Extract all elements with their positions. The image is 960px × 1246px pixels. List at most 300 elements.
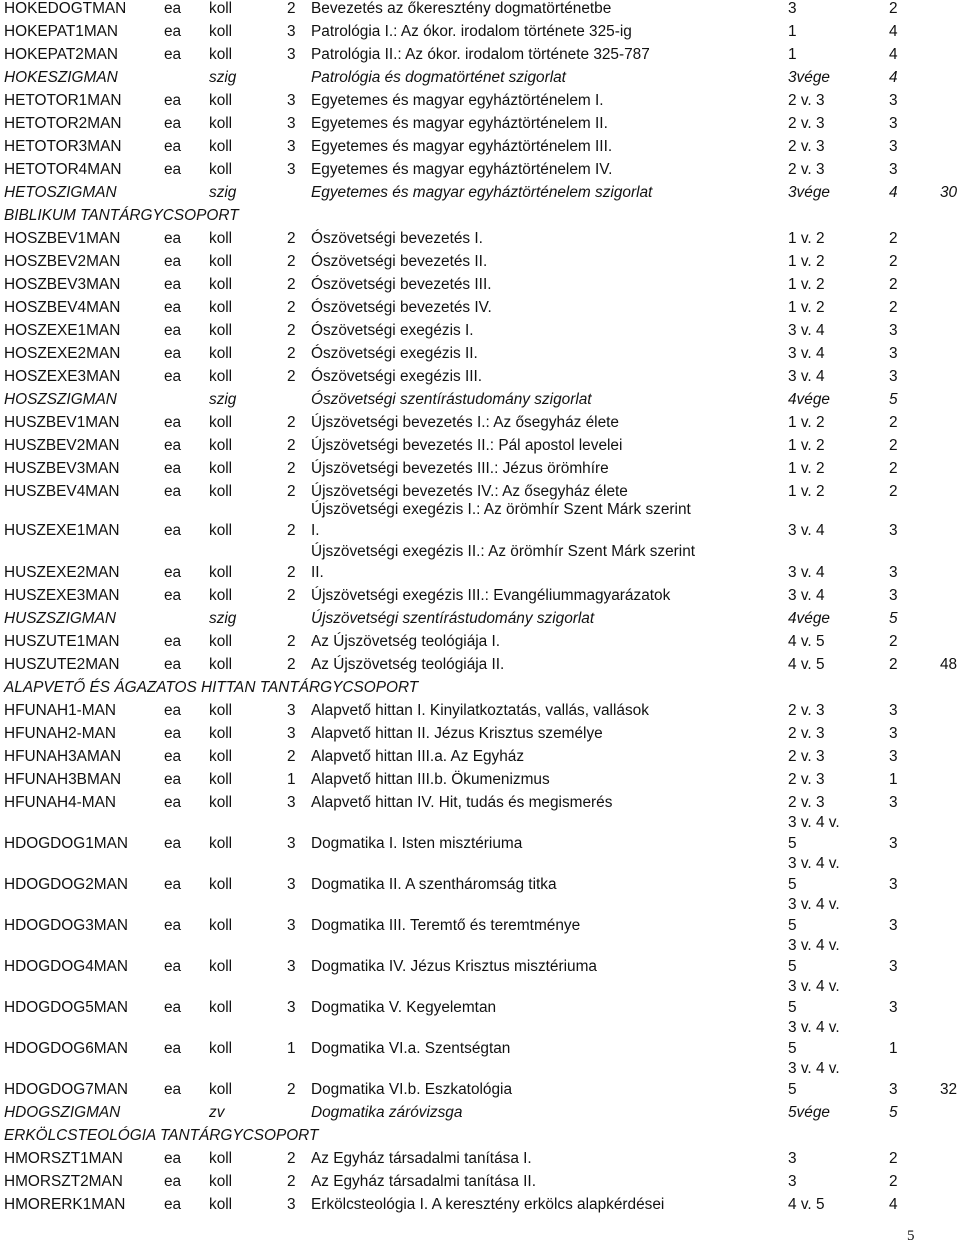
credits: 5 [889,610,898,627]
course-title: Az Egyház társadalmi tanítása II. [311,1173,536,1190]
course-code: HFUNAH3BMAN [4,771,122,788]
weekly-hours: 2 [287,368,296,385]
credits: 2 [889,414,898,431]
course-title: Dogmatika V. Kegyelemtan [311,999,497,1016]
semester: 1 v. 2 [788,230,825,247]
assessment-type: koll [209,633,233,650]
credits: 4 [889,69,898,86]
weekly-hours: 3 [287,161,296,178]
semester: 3 [788,0,797,17]
course-code: HDOGSZIGMAN [4,1104,121,1121]
assessment-type: szig [209,391,237,408]
credits: 3 [889,917,898,934]
semester: 2 v. 3 [788,771,825,788]
course-type: ea [164,437,182,454]
course-code: HETOTOR3MAN [4,138,122,155]
weekly-hours: 3 [287,725,296,742]
credits: 2 [889,656,898,673]
credits: 3 [889,835,898,852]
semester: 3 v. 4 [788,345,825,362]
assessment-type: koll [209,138,233,155]
course-title: Újszövetségi bevezetés II.: Pál apostol levelei [311,437,623,454]
assessment-type: koll [209,322,233,339]
course-title-cont: I. [311,522,320,539]
course-type: ea [164,253,182,270]
credits: 3 [889,794,898,811]
section-title: BIBLIKUM TANTÁRGYCSOPORT [4,207,239,224]
course-title: Dogmatika III. Teremtő és teremtménye [311,917,581,934]
course-title: Ószövetségi exegézis II. [311,345,478,362]
credits: 3 [889,92,898,109]
course-code: HFUNAH3AMAN [4,748,122,765]
semester: 2 v. 3 [788,748,825,765]
semester: 4 v. 5 [788,1196,825,1213]
weekly-hours: 2 [287,633,296,650]
assessment-type: koll [209,414,233,431]
course-code: HUSZEXE2MAN [4,564,120,581]
semester: 1 [788,23,797,40]
course-title: Újszövetségi bevezetés I.: Az ősegyház élete [311,414,619,431]
credits: 2 [889,1150,898,1167]
credits: 5 [889,391,898,408]
semester: 3 v. 4 [788,564,825,581]
weekly-hours: 3 [287,138,296,155]
course-code: HOSZBEV1MAN [4,230,121,247]
weekly-hours: 1 [287,771,296,788]
assessment-type: koll [209,253,233,270]
weekly-hours: 3 [287,23,296,40]
assessment-type: koll [209,587,233,604]
course-type: ea [164,876,182,893]
weekly-hours: 2 [287,483,296,500]
course-code: HUSZSZIGMAN [4,610,117,627]
course-title: Dogmatika VI.a. Szentségtan [311,1040,511,1057]
course-title: Alapvető hittan III.b. Ökumenizmus [311,771,550,788]
course-code: HOSZEXE2MAN [4,345,121,362]
credits: 3 [889,999,898,1016]
section-title: ALAPVETŐ ÉS ÁGAZATOS HITTAN TANTÁRGYCSOPORT [4,679,419,696]
course-title-cont: II. [311,564,324,581]
semester: 1 [788,46,797,63]
course-type: ea [164,276,182,293]
course-type: ea [164,230,182,247]
semester: 2 v. 3 [788,115,825,132]
course-code: HDOGDOG2MAN [4,876,128,893]
course-title: Alapvető hittan I. Kinyilatkoztatás, vallás, vallások [311,702,649,719]
semester: 3 [788,1173,797,1190]
course-title: Patrológia II.: Az ókor. irodalom története 325-787 [311,46,650,63]
semester: 3 v. 4 [788,322,825,339]
course-type: ea [164,564,182,581]
course-code: HETOTOR2MAN [4,115,122,132]
assessment-type: koll [209,460,233,477]
course-code: HFUNAH2-MAN [4,725,117,742]
semester: 4vége [788,610,830,627]
course-code: HFUNAH4-MAN [4,794,117,811]
weekly-hours: 2 [287,276,296,293]
assessment-type: koll [209,917,233,934]
course-code: HMORSZT2MAN [4,1173,123,1190]
course-code: HOSZEXE3MAN [4,368,121,385]
course-code: HOKESZIGMAN [4,69,118,86]
semester: 3 v. 4 v. [788,978,840,995]
assessment-type: koll [209,437,233,454]
course-title: Erkölcsteológia I. A keresztény erkölcs alapkérdései [311,1196,665,1213]
credits: 3 [889,368,898,385]
semester: 4 v. 5 [788,656,825,673]
credits: 2 [889,276,898,293]
course-code: HDOGDOG3MAN [4,917,128,934]
credits: 3 [889,322,898,339]
course-type: ea [164,794,182,811]
weekly-hours: 2 [287,587,296,604]
assessment-type: koll [209,725,233,742]
weekly-hours: 3 [287,115,296,132]
course-title: Újszövetségi szentírástudomány szigorlat [311,610,595,627]
course-code: HETOTOR4MAN [4,161,122,178]
course-code: HDOGDOG7MAN [4,1081,128,1098]
semester: 3 v. 4 v. [788,896,840,913]
course-type: ea [164,587,182,604]
weekly-hours: 2 [287,437,296,454]
credits: 2 [889,299,898,316]
course-type: ea [164,1040,182,1057]
assessment-type: koll [209,1173,233,1190]
course-code: HDOGDOG5MAN [4,999,128,1016]
course-type: ea [164,138,182,155]
course-code: HUSZEXE3MAN [4,587,120,604]
course-title: Az Egyház társadalmi tanítása I. [311,1150,532,1167]
credits: 3 [889,1081,898,1098]
course-title: Alapvető hittan IV. Hit, tudás és megismerés [311,794,613,811]
semester: 1 v. 2 [788,483,825,500]
course-type: ea [164,0,182,17]
assessment-type: koll [209,1150,233,1167]
semester: 2 v. 3 [788,161,825,178]
semester: 3vége [788,184,830,201]
course-title: Dogmatika záróvizsga [311,1104,463,1121]
credits: 3 [889,564,898,581]
course-title: Ószövetségi bevezetés III. [311,276,492,293]
group-total: 48 [940,656,958,673]
course-title: Újszövetségi bevezetés III.: Jézus örömhíre [311,460,609,477]
weekly-hours: 2 [287,522,296,539]
weekly-hours: 1 [287,1040,296,1057]
course-type: ea [164,522,182,539]
assessment-type: koll [209,656,233,673]
semester: 1 v. 2 [788,276,825,293]
course-type: ea [164,748,182,765]
semester: 3 v. 4 [788,368,825,385]
course-type: ea [164,299,182,316]
course-type: ea [164,835,182,852]
assessment-type: koll [209,1081,233,1098]
semester: 1 v. 2 [788,414,825,431]
course-title: Újszövetségi exegézis III.: Evangéliummagyarázatok [311,587,671,604]
course-code: HOSZEXE1MAN [4,322,121,339]
course-code: HUSZBEV1MAN [4,414,120,431]
course-code: HMORSZT1MAN [4,1150,123,1167]
course-title: Egyetemes és magyar egyháztörténelem I. [311,92,604,109]
semester: 2 v. 3 [788,138,825,155]
assessment-type: koll [209,835,233,852]
course-title: Patrológia és dogmatörténet szigorlat [311,69,566,86]
course-code: HUSZBEV3MAN [4,460,120,477]
assessment-type: koll [209,345,233,362]
weekly-hours: 3 [287,1196,296,1213]
course-code: HOSZSZIGMAN [4,391,117,408]
assessment-type: koll [209,299,233,316]
course-type: ea [164,656,182,673]
weekly-hours: 2 [287,0,296,17]
course-title: Patrológia I.: Az ókor. irodalom története 325-ig [311,23,632,40]
course-title: Ószövetségi bevezetés IV. [311,299,492,316]
group-total: 32 [940,1081,958,1098]
course-title: Az Újszövetség teológiája II. [311,656,505,673]
course-title: Újszövetségi exegézis I.: Az örömhír Szent Márk szerint [311,501,691,518]
weekly-hours: 2 [287,299,296,316]
course-title: Ószövetségi exegézis III. [311,368,483,385]
semester-cont: 5 [788,917,797,934]
credits: 2 [889,460,898,477]
course-title: Dogmatika IV. Jézus Krisztus misztériuma [311,958,597,975]
weekly-hours: 3 [287,794,296,811]
credits: 2 [889,0,898,17]
weekly-hours: 2 [287,460,296,477]
weekly-hours: 2 [287,322,296,339]
semester-cont: 5 [788,1081,797,1098]
course-code: HUSZUTE1MAN [4,633,120,650]
course-type: ea [164,483,182,500]
credits: 3 [889,748,898,765]
course-code: HUSZBEV2MAN [4,437,120,454]
weekly-hours: 2 [287,1150,296,1167]
weekly-hours: 3 [287,702,296,719]
semester: 2 v. 3 [788,725,825,742]
semester: 3 v. 4 [788,587,825,604]
assessment-type: szig [209,69,237,86]
course-type: ea [164,414,182,431]
credits: 2 [889,633,898,650]
semester: 2 v. 3 [788,92,825,109]
course-type: ea [164,771,182,788]
credits: 3 [889,138,898,155]
course-title: Egyetemes és magyar egyháztörténelem III. [311,138,613,155]
section-title: ERKÖLCSTEOLÓGIA TANTÁRGYCSOPORT [4,1127,319,1144]
credits: 3 [889,725,898,742]
course-type: ea [164,322,182,339]
weekly-hours: 2 [287,1081,296,1098]
assessment-type: koll [209,522,233,539]
course-type: ea [164,1173,182,1190]
semester: 1 v. 2 [788,460,825,477]
weekly-hours: 2 [287,253,296,270]
semester-cont: 5 [788,876,797,893]
course-title: Egyetemes és magyar egyháztörténelem szigorlat [311,184,653,201]
assessment-type: koll [209,999,233,1016]
semester: 2 v. 3 [788,702,825,719]
course-title: Bevezetés az őkeresztény dogmatörténetbe [311,0,612,17]
course-type: ea [164,702,182,719]
assessment-type: koll [209,161,233,178]
weekly-hours: 3 [287,46,296,63]
course-title: Alapvető hittan II. Jézus Krisztus személye [311,725,603,742]
assessment-type: koll [209,23,233,40]
course-code: HOSZBEV3MAN [4,276,121,293]
weekly-hours: 2 [287,1173,296,1190]
weekly-hours: 2 [287,748,296,765]
course-title: Ószövetségi exegézis I. [311,322,474,339]
credits: 3 [889,876,898,893]
course-type: ea [164,46,182,63]
page-number: 5 [907,1228,915,1244]
credits: 5 [889,1104,898,1121]
assessment-type: szig [209,184,237,201]
assessment-type: koll [209,0,233,17]
course-type: ea [164,161,182,178]
credits: 3 [889,587,898,604]
course-code: HOKEDOGTMAN [4,0,127,17]
course-code: HOKEPAT1MAN [4,23,119,40]
weekly-hours: 3 [287,999,296,1016]
credits: 2 [889,230,898,247]
course-type: ea [164,999,182,1016]
assessment-type: szig [209,610,237,627]
course-title: Az Újszövetség teológiája I. [311,633,501,650]
course-type: ea [164,345,182,362]
course-type: ea [164,23,182,40]
semester: 3vége [788,69,830,86]
credits: 3 [889,115,898,132]
weekly-hours: 2 [287,230,296,247]
credits: 2 [889,1173,898,1190]
course-code: HETOSZIGMAN [4,184,117,201]
course-type: ea [164,958,182,975]
semester: 1 v. 2 [788,437,825,454]
assessment-type: koll [209,876,233,893]
course-title: Ószövetségi bevezetés I. [311,230,483,247]
course-code: HOSZBEV2MAN [4,253,121,270]
assessment-type: koll [209,483,233,500]
course-type: ea [164,1081,182,1098]
assessment-type: koll [209,564,233,581]
semester: 2 v. 3 [788,794,825,811]
credits: 4 [889,23,898,40]
assessment-type: koll [209,748,233,765]
credits: 1 [889,1040,898,1057]
assessment-type: koll [209,958,233,975]
course-title: Újszövetségi bevezetés IV.: Az ősegyház élete [311,483,628,500]
group-total: 30 [940,184,958,201]
semester: 4vége [788,391,830,408]
course-title: Dogmatika VI.b. Eszkatológia [311,1081,513,1098]
weekly-hours: 3 [287,92,296,109]
course-title: Ószövetségi bevezetés II. [311,253,488,270]
assessment-type: koll [209,115,233,132]
course-type: ea [164,1150,182,1167]
course-title: Egyetemes és magyar egyháztörténelem IV. [311,161,613,178]
course-type: ea [164,368,182,385]
credits: 3 [889,161,898,178]
course-type: ea [164,115,182,132]
weekly-hours: 2 [287,564,296,581]
assessment-type: koll [209,92,233,109]
course-code: HUSZBEV4MAN [4,483,120,500]
assessment-type: koll [209,46,233,63]
weekly-hours: 3 [287,876,296,893]
course-title: Újszövetségi exegézis II.: Az örömhír Szent Márk szerint [311,543,696,560]
weekly-hours: 2 [287,414,296,431]
course-code: HMORERK1MAN [4,1196,126,1213]
course-type: ea [164,633,182,650]
assessment-type: koll [209,368,233,385]
weekly-hours: 3 [287,917,296,934]
semester-cont: 5 [788,835,797,852]
course-code: HDOGDOG4MAN [4,958,128,975]
credits: 2 [889,483,898,500]
semester: 3 v. 4 v. [788,937,840,954]
course-title: Ószövetségi szentírástudomány szigorlat [311,391,592,408]
credits: 4 [889,46,898,63]
credits: 2 [889,253,898,270]
assessment-type: koll [209,230,233,247]
credits: 4 [889,1196,898,1213]
credits: 2 [889,437,898,454]
semester: 3 v. 4 v. [788,855,840,872]
semester: 4 v. 5 [788,633,825,650]
course-code: HETOTOR1MAN [4,92,122,109]
assessment-type: koll [209,276,233,293]
assessment-type: koll [209,794,233,811]
course-type: ea [164,725,182,742]
course-code: HDOGDOG6MAN [4,1040,128,1057]
course-code: HUSZEXE1MAN [4,522,120,539]
semester: 3 v. 4 [788,522,825,539]
course-title: Alapvető hittan III.a. Az Egyház [311,748,525,765]
semester-cont: 5 [788,958,797,975]
course-type: ea [164,92,182,109]
course-title: Egyetemes és magyar egyháztörténelem II. [311,115,608,132]
course-title: Dogmatika I. Isten misztériuma [311,835,523,852]
credits: 1 [889,771,898,788]
assessment-type: koll [209,1196,233,1213]
semester: 3 v. 4 v. [788,1060,840,1077]
course-code: HOKEPAT2MAN [4,46,119,63]
course-type: ea [164,917,182,934]
assessment-type: koll [209,771,233,788]
weekly-hours: 2 [287,656,296,673]
credits: 3 [889,522,898,539]
credits: 3 [889,345,898,362]
weekly-hours: 3 [287,958,296,975]
assessment-type: zv [209,1104,225,1121]
course-type: ea [164,1196,182,1213]
assessment-type: koll [209,702,233,719]
semester: 3 v. 4 v. [788,814,840,831]
course-code: HDOGDOG1MAN [4,835,128,852]
course-code: HFUNAH1-MAN [4,702,117,719]
assessment-type: koll [209,1040,233,1057]
course-code: HUSZUTE2MAN [4,656,120,673]
semester-cont: 5 [788,999,797,1016]
course-title: Dogmatika II. A szentháromság titka [311,876,557,893]
course-code: HOSZBEV4MAN [4,299,121,316]
semester: 3 [788,1150,797,1167]
credits: 4 [889,184,898,201]
semester-cont: 5 [788,1040,797,1057]
credits: 3 [889,958,898,975]
credits: 3 [889,702,898,719]
